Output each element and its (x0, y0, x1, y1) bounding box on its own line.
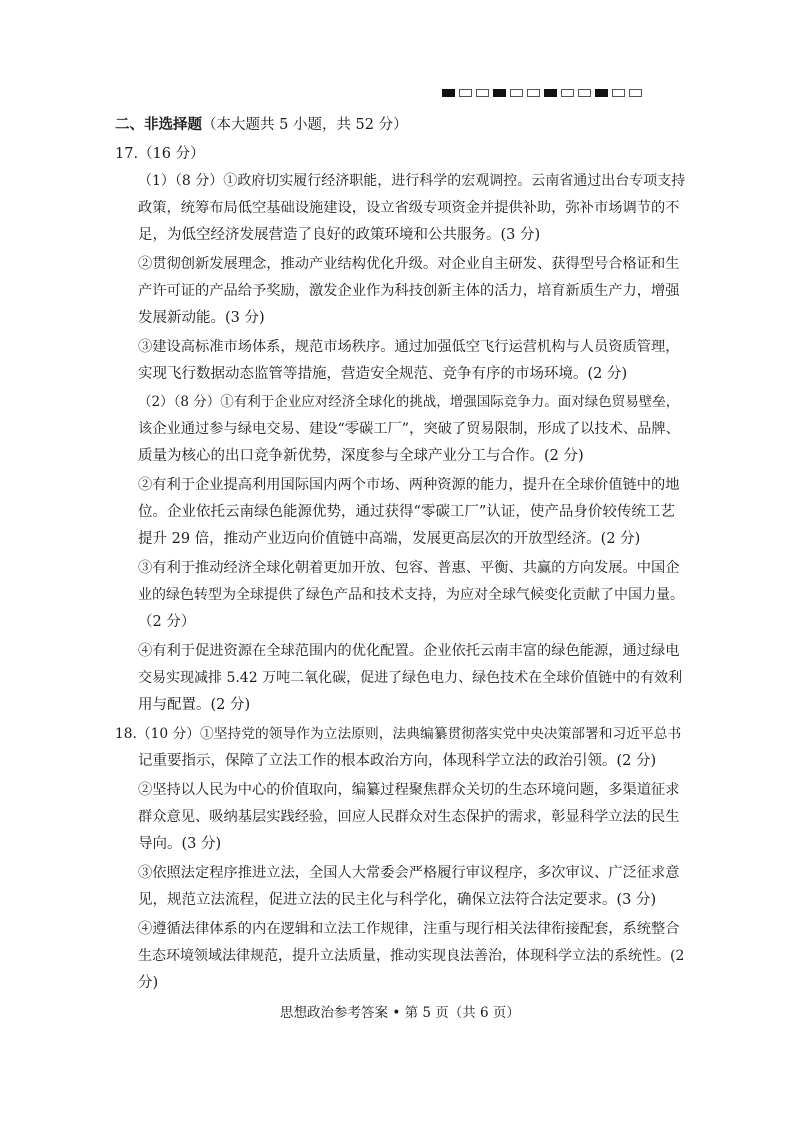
answer-line: （2）（8 分）①有利于企业应对经济全球化的挑战，增强国际竞争力。面对绿色贸易壁垒， (138, 394, 680, 410)
answer-line: 生态环境领域法律规范，提升立法质量，推动实现良法善治，体现科学立法的系统性。(2 (138, 948, 685, 964)
question-number: 18. (115, 726, 137, 742)
marker-square (493, 89, 506, 97)
marker-square (629, 89, 642, 97)
answer-line: 分) (138, 975, 159, 991)
answer-line: 该企业通过参与绿电交易、建设“零碳工厂”，突破了贸易限制，形成了以技术、品牌、 (138, 421, 680, 437)
answer-line: ②坚持以人民为中心的价值取向，编纂过程聚焦群众关切的生态环境问题，多渠道征求 (138, 782, 680, 798)
answer-line: 发展新动能。(3 分) (138, 310, 265, 326)
answer-line: 产许可证的产品给予奖励，激发企业作为科技创新主体的活力，培育新质生产力，增强 (138, 283, 680, 299)
answer-line: ③有利于推动经济全球化朝着更加开放、包容、普惠、平衡、共赢的方向发展。中国企 (138, 560, 680, 576)
marker-square (595, 89, 608, 97)
marker-square (561, 89, 574, 97)
answer-line: ③依照法定程序推进立法，全国人大常委会严格履行审议程序，多次审议、广泛征求意 (138, 865, 680, 881)
question-18-heading (115, 724, 681, 744)
marker-square (578, 89, 591, 97)
answer-line: 导向。(3 分) (138, 836, 222, 852)
answer-line: ①坚持党的领导作为立法原则，法典编纂贯彻落实党中央决策部署和习近平总书 (200, 726, 682, 742)
answer-line: 群众意见、吸纳基层实践经验，回应人民群众对生态保护的需求，彰显科学立法的民生 (138, 809, 680, 825)
answer-line: 足，为低空经济发展营造了良好的政策环境和公共服务。(3 分) (138, 227, 541, 243)
answer-line: 交易实现减排 5.42 万吨二氧化碳，促进了绿色电力、绿色技术在全球价值链中的有效利 (138, 670, 683, 686)
answer-line: （2 分） (138, 614, 196, 630)
marker-square (442, 89, 455, 97)
question-score: （10 分） (136, 726, 200, 742)
answer-line: 记重要指示，保障了立法工作的根本政治方向，体现科学立法的政治引领。(2 分) (138, 753, 657, 769)
page-footer: 思想政治参考答案 • 第 5 页（共 6 页） (280, 1005, 520, 1021)
answer-line: 政策，统筹布局低空基础设施建设，设立省级专项资金并提供补助，弥补市场调节的不 (138, 200, 680, 216)
marker-square (527, 89, 540, 97)
section-note: （本大题共 5 小题，共 52 分） (202, 117, 408, 133)
page-marker-squares (442, 89, 642, 97)
marker-square (459, 89, 472, 97)
answer-line: ②贯彻创新发展理念，推动产业结构优化升级。对企业自主研发、获得型号合格证和生 (138, 256, 680, 272)
answer-line: 质量为核心的出口竞争新优势，深度参与全球产业分工与合作。(2 分) (138, 448, 584, 464)
answer-line: 位。企业依托云南绿色能源优势，通过获得“零碳工厂”认证，使产品身价较传统工艺 (138, 504, 675, 520)
question-number: 17. (115, 146, 139, 162)
answer-line: 用与配置。(2 分) (138, 697, 251, 713)
answer-line: 业的绿色转型为全球提供了绿色产品和技术支持，为应对全球气候变化贡献了中国力量。 (138, 587, 684, 603)
marker-square (612, 89, 625, 97)
section-title: 二、非选择题 (115, 117, 202, 133)
answer-line: （1）（8 分）①政府切实履行经济职能，进行科学的宏观调控。云南省通过出台专项支持 (138, 173, 686, 189)
answer-line: ②有利于企业提高利用国际国内两个市场、两种资源的能力，提升在全球价值链中的地 (138, 477, 680, 493)
answer-line: 实现飞行数据动态监管等措施，营造安全规范、竞争有序的市场环境。(2 分) (138, 366, 628, 382)
answer-line: 提升 29 倍，推动产业迈向价值链中高端，发展更高层次的开放型经济。(2 分) (138, 531, 641, 547)
question-17-heading (115, 144, 205, 164)
answer-line: ④有利于促进资源在全球范围内的优化配置。企业依托云南丰富的绿色能源，通过绿电 (138, 643, 680, 659)
section-heading (115, 113, 408, 134)
answer-line: 见，规范立法流程，促进立法的民主化与科学化，确保立法符合法定要求。(3 分) (138, 892, 657, 908)
marker-square (510, 89, 523, 97)
marker-square (476, 89, 489, 97)
marker-square (544, 89, 557, 97)
question-score: （16 分） (138, 146, 205, 162)
answer-line: ③建设高标准市场体系，规范市场秩序。通过加强低空飞行运营机构与人员资质管理， (138, 339, 680, 355)
answer-line: ④遵循法律体系的内在逻辑和立法工作规律，注重与现行相关法律衔接配套，系统整合 (138, 921, 680, 937)
